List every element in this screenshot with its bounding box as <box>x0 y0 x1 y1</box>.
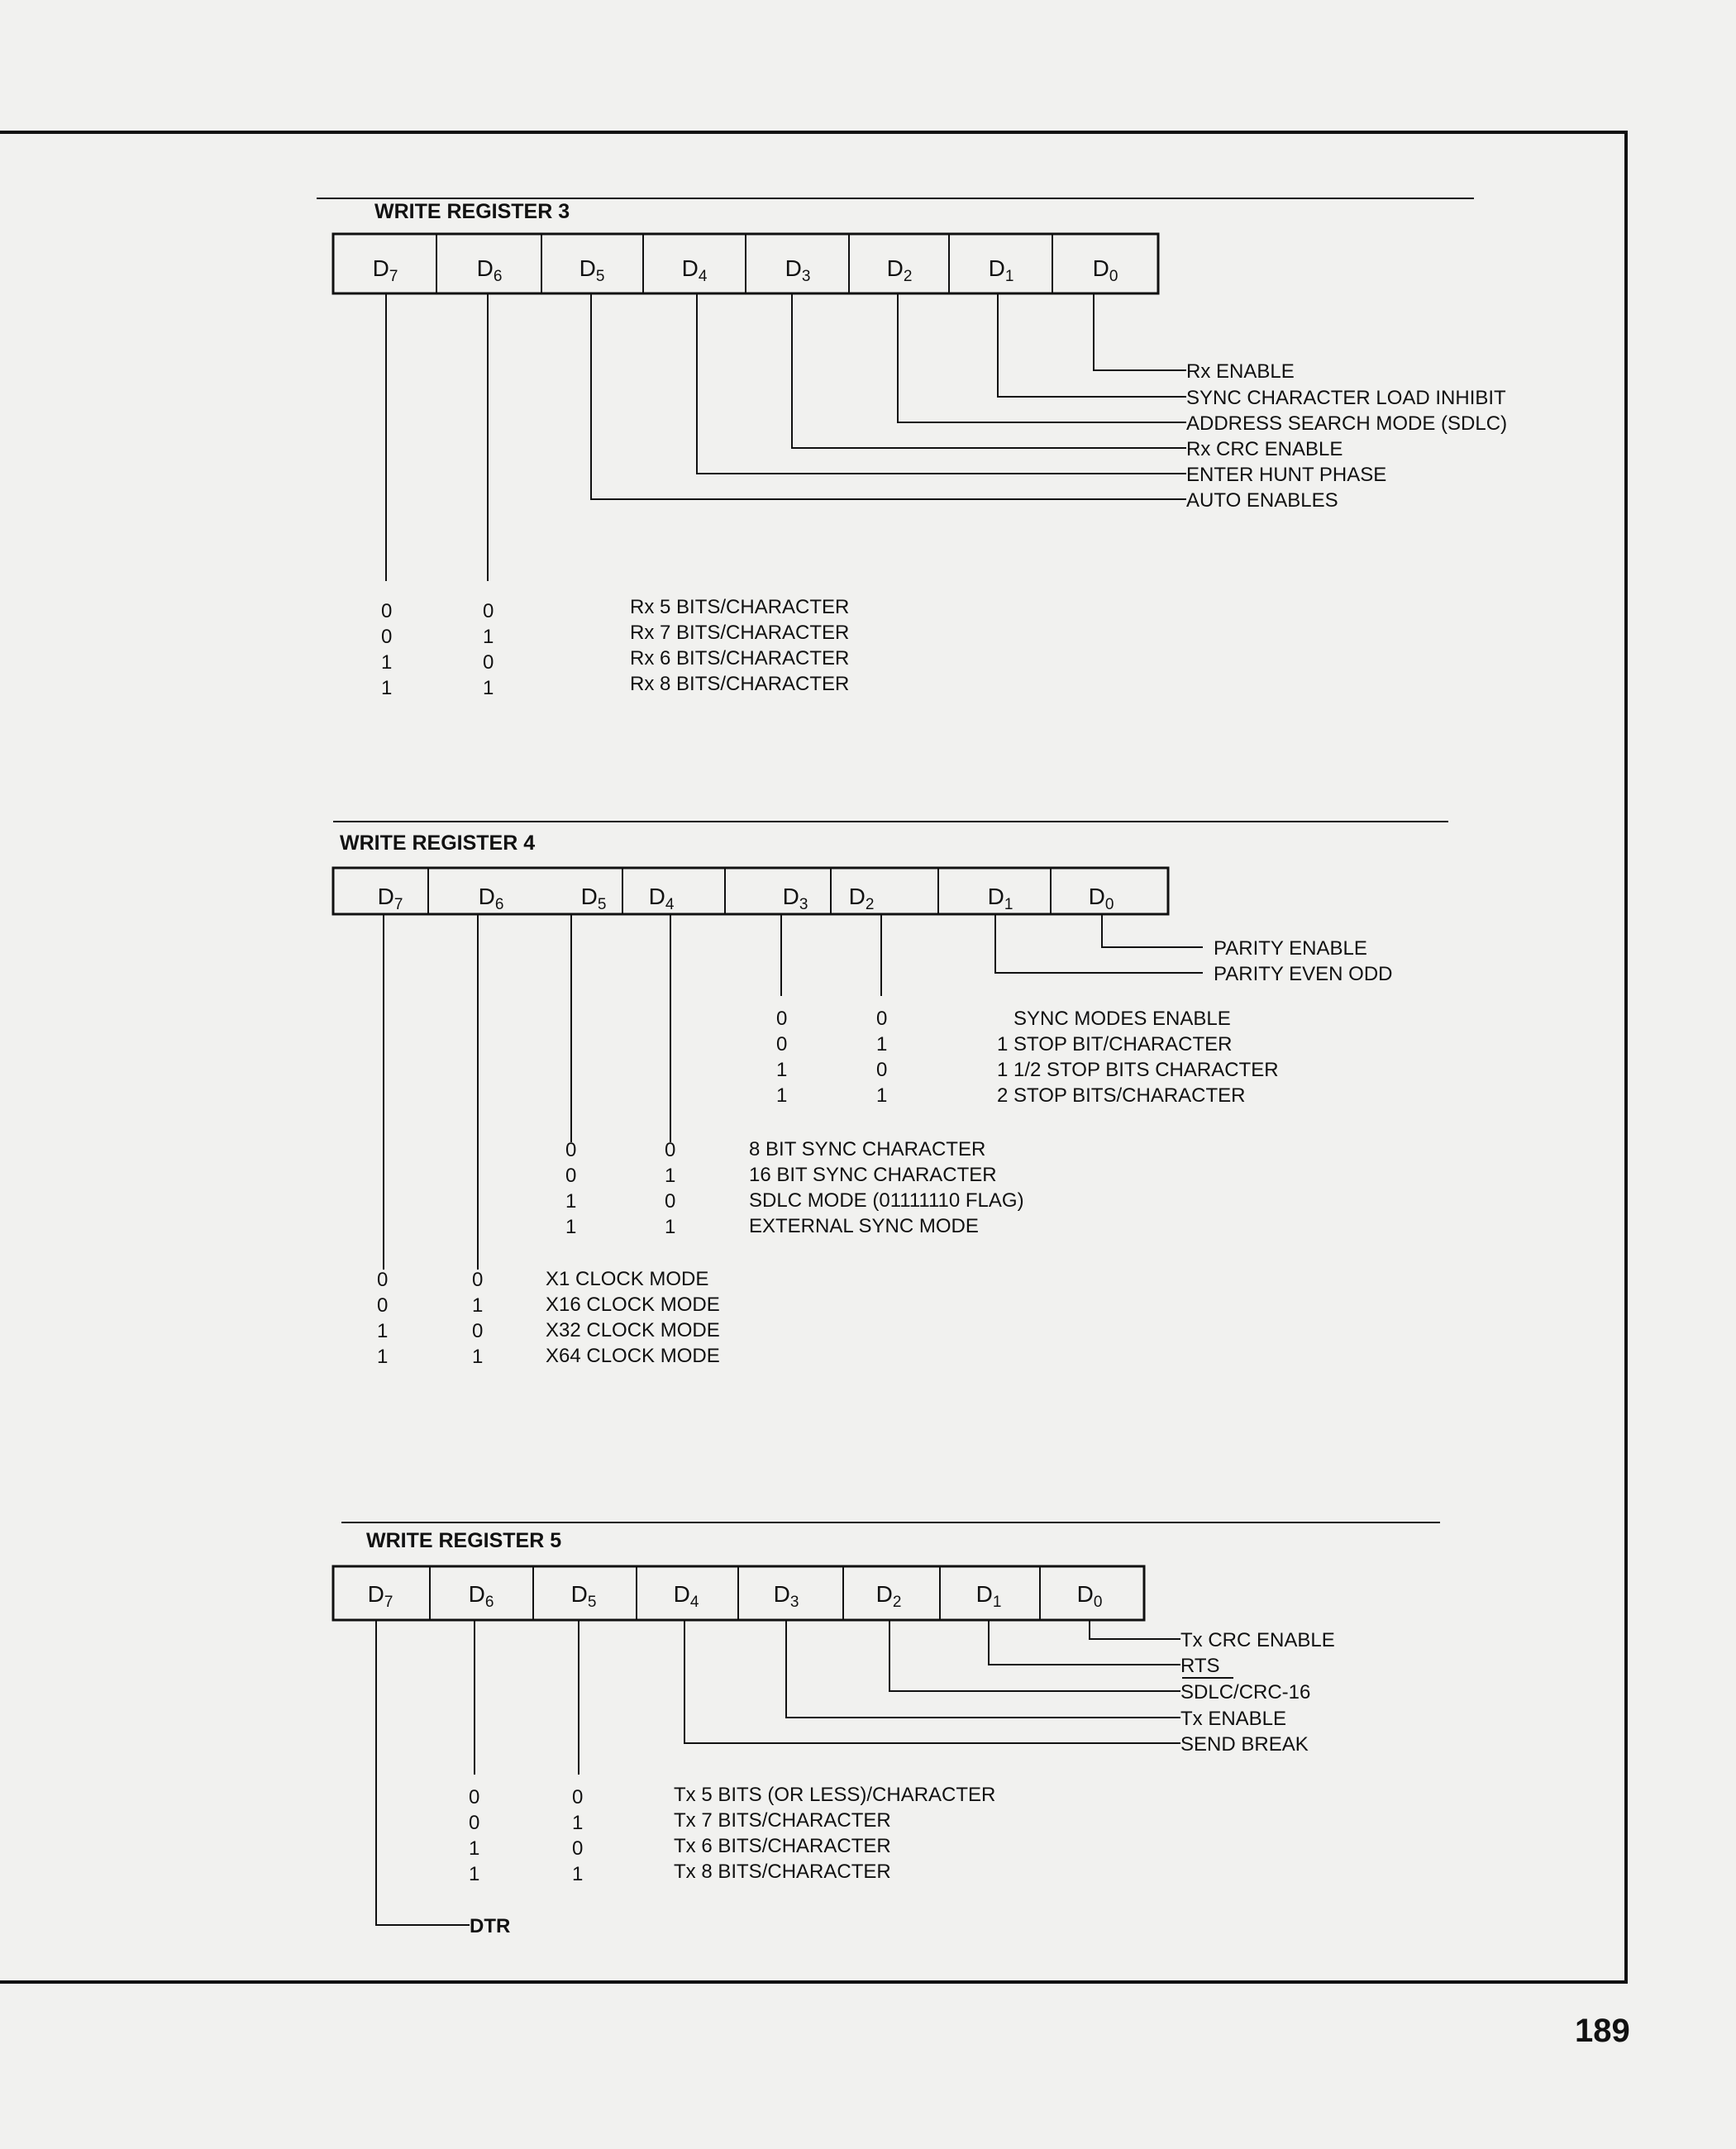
table-value: 1 <box>776 1059 788 1081</box>
register-3-leader-d1 <box>998 293 1186 397</box>
table-value: 0 <box>776 1008 788 1030</box>
register-5-title: WRITE REGISTER 5 <box>366 1529 562 1552</box>
table-value: 0 <box>377 1294 389 1317</box>
table-value: 1 <box>876 1033 888 1055</box>
table-value: 0 <box>483 651 494 674</box>
register-5-leader-d3 <box>786 1620 1180 1718</box>
table-value: 1 <box>565 1216 577 1238</box>
table-description: 16 BIT SYNC CHARACTER <box>749 1164 997 1186</box>
register-5-label: Tx ENABLE <box>1180 1708 1287 1730</box>
bit-cell-label-d3: $D_3$ <box>773 1581 799 1611</box>
register-4-label: PARITY EVEN ODD <box>1214 963 1393 985</box>
page-number: 189 <box>1575 2013 1630 2049</box>
register-3-bit-cells <box>333 234 1158 293</box>
bit-cell-label-d5: $D_5$ <box>579 255 605 285</box>
table-description: X32 CLOCK MODE <box>546 1319 720 1341</box>
table-value: 0 <box>565 1165 577 1187</box>
table-description: Rx 8 BITS/CHARACTER <box>630 673 850 695</box>
table-value: 0 <box>472 1320 484 1342</box>
table-value: 1 <box>876 1084 888 1107</box>
register-4-leader-d1 <box>995 914 1203 973</box>
register-3-leader-d2 <box>898 293 1186 422</box>
bit-cell-label-d0: $D_0$ <box>1092 255 1118 285</box>
write-register-4 <box>333 822 1448 1368</box>
table-description: X1 CLOCK MODE <box>546 1268 709 1290</box>
table-description: Rx 5 BITS/CHARACTER <box>630 596 850 618</box>
register-4-clock-table <box>377 1268 720 1368</box>
table-value: 0 <box>572 1786 584 1808</box>
register-3-bits-table <box>381 596 849 699</box>
table-description: 8 BIT SYNC CHARACTER <box>749 1138 986 1160</box>
table-description: SYNC MODES ENABLE <box>1013 1008 1231 1030</box>
register-5-bit-cells <box>333 1566 1144 1620</box>
register-3-label: ADDRESS SEARCH MODE (SDLC) <box>1186 412 1508 435</box>
table-value: 1 <box>665 1216 676 1238</box>
register-5-bit-labels <box>368 1581 1103 1611</box>
register-5-labels <box>1180 1629 1335 1756</box>
table-value: 1 <box>469 1837 480 1860</box>
register-4-sync-table <box>565 1138 1024 1238</box>
bit-cell-label-d6: $D_6$ <box>478 884 504 913</box>
bit-cell-label-d1: $D_1$ <box>975 1581 1002 1611</box>
table-value: 0 <box>572 1837 584 1860</box>
table-value: 0 <box>665 1139 676 1161</box>
table-description: Tx 5 BITS (OR LESS)/CHARACTER <box>674 1784 996 1806</box>
table-value: 1 <box>565 1190 577 1213</box>
bit-cell-label-d1: $D_1$ <box>988 255 1014 285</box>
table-value: 0 <box>876 1008 888 1030</box>
table-value: 0 <box>776 1033 788 1055</box>
table-value: 0 <box>876 1059 888 1081</box>
table-value: 1 <box>572 1863 584 1885</box>
register-4-bit-box <box>333 868 1168 914</box>
table-description: 1 STOP BIT/CHARACTER <box>997 1033 1233 1055</box>
register-4-bit-labels <box>378 884 1114 913</box>
table-description: SDLC MODE (01111110 FLAG) <box>749 1189 1024 1212</box>
table-value: 0 <box>381 626 393 648</box>
register-4-label: PARITY ENABLE <box>1214 937 1367 960</box>
register-4-leader-d0 <box>1102 914 1203 947</box>
table-description: 2 STOP BITS/CHARACTER <box>997 1084 1246 1107</box>
bit-cell-label-d4: $D_4$ <box>673 1581 699 1611</box>
register-3-label: Rx CRC ENABLE <box>1186 438 1343 460</box>
table-value: 1 <box>572 1812 584 1834</box>
table-value: 1 <box>381 677 393 699</box>
write-register-5 <box>333 1522 1440 1937</box>
register-5-label: Tx CRC ENABLE <box>1180 1629 1335 1651</box>
dtr-label: DTR <box>470 1915 511 1937</box>
bit-cell-label-d4: $D_4$ <box>648 884 675 913</box>
register-5-bits-table <box>469 1784 995 1885</box>
table-value: 1 <box>377 1320 389 1342</box>
register-4-title: WRITE REGISTER 4 <box>340 831 536 855</box>
table-value: 1 <box>483 677 494 699</box>
table-value: 1 <box>776 1084 788 1107</box>
bit-cell-label-d5: $D_5$ <box>580 884 607 913</box>
register-3-title: WRITE REGISTER 3 <box>374 200 570 223</box>
bit-cell-label-d2: $D_2$ <box>875 1581 902 1611</box>
bit-cell-label-d4: $D_4$ <box>681 255 708 285</box>
table-description: X16 CLOCK MODE <box>546 1294 720 1316</box>
register-3-leader-d0 <box>1094 293 1186 370</box>
table-description: 1 1/2 STOP BITS CHARACTER <box>997 1059 1279 1081</box>
register-5-leader-d0 <box>1090 1620 1180 1639</box>
register-5-label: RTS <box>1180 1655 1220 1677</box>
table-description: Tx 8 BITS/CHARACTER <box>674 1861 891 1883</box>
register-3-label: ENTER HUNT PHASE <box>1186 464 1387 486</box>
bit-cell-label-d1: $D_1$ <box>987 884 1013 913</box>
register-5-label: SEND BREAK <box>1180 1733 1309 1756</box>
table-description: Tx 6 BITS/CHARACTER <box>674 1835 891 1857</box>
register-5-leader-d1 <box>989 1620 1180 1665</box>
table-value: 1 <box>472 1294 484 1317</box>
bit-cell-label-d2: $D_2$ <box>886 255 913 285</box>
write-register-3 <box>317 198 1507 699</box>
bit-cell-label-d7: $D_7$ <box>372 255 398 285</box>
register-5-leader-d7 <box>376 1620 470 1925</box>
register-3-leader-d4 <box>697 293 1186 474</box>
table-description: Tx 7 BITS/CHARACTER <box>674 1809 891 1832</box>
table-value: 0 <box>469 1786 480 1808</box>
table-value: 1 <box>377 1346 389 1368</box>
table-value: 0 <box>665 1190 676 1213</box>
bit-cell-label-d0: $D_0$ <box>1088 884 1114 913</box>
bit-cell-label-d3: $D_3$ <box>785 255 811 285</box>
register-4-labels <box>1214 937 1393 985</box>
table-description: X64 CLOCK MODE <box>546 1345 720 1367</box>
bit-cell-label-d0: $D_0$ <box>1076 1581 1103 1611</box>
register-3-label: AUTO ENABLES <box>1186 489 1338 512</box>
table-value: 0 <box>377 1269 389 1291</box>
table-value: 0 <box>565 1139 577 1161</box>
bit-cell-label-d7: $D_7$ <box>377 884 403 913</box>
table-description: EXTERNAL SYNC MODE <box>749 1215 979 1237</box>
bit-cell-label-d5: $D_5$ <box>570 1581 597 1611</box>
table-description: Rx 6 BITS/CHARACTER <box>630 647 850 669</box>
table-value: 1 <box>381 651 393 674</box>
table-value: 0 <box>469 1812 480 1834</box>
register-4-stop-bits-table <box>776 1008 1279 1107</box>
table-value: 0 <box>483 600 494 622</box>
register-3-label: SYNC CHARACTER LOAD INHIBIT <box>1186 387 1506 409</box>
bit-cell-label-d6: $D_6$ <box>468 1581 494 1611</box>
bit-cell-label-d2: $D_2$ <box>848 884 875 913</box>
table-value: 1 <box>483 626 494 648</box>
register-3-label: Rx ENABLE <box>1186 360 1295 383</box>
register-4-bit-cells <box>333 868 1168 914</box>
table-value: 1 <box>665 1165 676 1187</box>
table-value: 1 <box>472 1346 484 1368</box>
table-value: 1 <box>469 1863 480 1885</box>
bit-cell-label-d6: $D_6$ <box>476 255 503 285</box>
bit-cell-label-d3: $D_3$ <box>782 884 808 913</box>
bit-cell-label-d7: $D_7$ <box>367 1581 393 1611</box>
register-5-label-sdlc-crc16: SDLC/CRC-16 <box>1180 1681 1311 1703</box>
table-description: Rx 7 BITS/CHARACTER <box>630 622 850 644</box>
table-value: 0 <box>381 600 393 622</box>
register-3-labels <box>1186 360 1507 512</box>
table-value: 0 <box>472 1269 484 1291</box>
register-5-leader-d2 <box>889 1620 1180 1691</box>
